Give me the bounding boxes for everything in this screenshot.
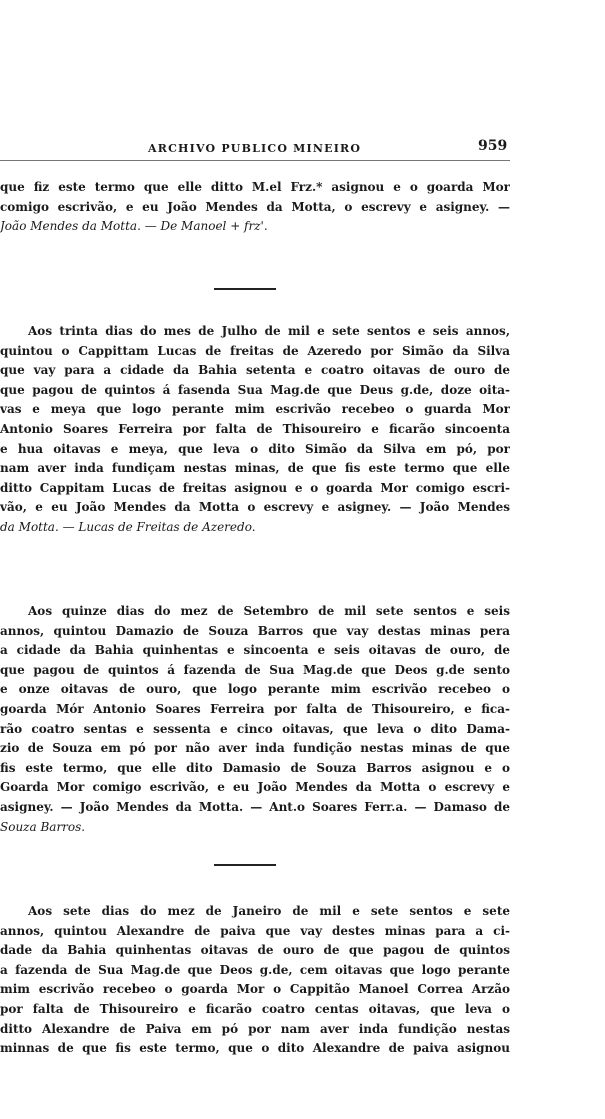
paragraph-4 [0, 902, 510, 1059]
text-line: Aos sete dias do mez de Janeiro de mil e sete sentos e sete [28, 904, 510, 918]
text-line: vas e meya que logo perante mim escrivão recebeo o guarda Mor [0, 402, 510, 417]
header-title: ARCHIVO PUBLICO MINEIRO [148, 142, 362, 155]
text-line: nam aver inda fundiçam nestas minas, de que fis este termo que elle [0, 461, 510, 476]
signature-line: da Motta. — Lucas de Freitas de Azeredo. [0, 519, 256, 534]
text-line: por falta de Thisoureiro e ficarão coatro centas oitavas, que leva o [0, 1001, 510, 1016]
text-line: a fazenda de Sua Mag.de que Deos g.de, cem oitavas que logo perante [0, 962, 510, 977]
text-line: ditto Alexandre de Paiva em pó por nam aver inda fundição nestas [0, 1021, 510, 1036]
text-line: ditto Cappitam Lucas de freitas asignou e o goarda Mor comigo escri- [0, 480, 510, 495]
text-line: a cidade da Bahia quinhentas e sincoenta e seis oitavas de ouro, de [0, 643, 510, 658]
paragraph-2 [0, 322, 510, 538]
text-line: mim escrivão recebeo o goarda Mor o Cappitão Manoel Correa Arzão [0, 982, 510, 997]
section-divider [214, 864, 276, 866]
text-line: minnas de que fis este termo, que o dito Alexandre de paiva asignou [0, 1041, 510, 1056]
text-line: Goarda Mor comigo escrivão, e eu João Mendes da Motta o escrevy e [0, 780, 510, 795]
text-line: fis este termo, que elle dito Damasio de Souza Barros asignou e o [0, 760, 510, 775]
text-line: annos, quintou Damazio de Souza Barros que vay destas minas pera [0, 623, 510, 638]
text-line: quintou o Cappittam Lucas de freitas de Azeredo por Simão da Silva [0, 343, 510, 358]
text-line: comigo escrivão, e eu João Mendes da Motta, o escrevy e asigney. — [0, 199, 510, 214]
text-line: dade da Bahia quinhentas oitavas de ouro de que pagou de quintos [0, 943, 510, 958]
signature-line: Souza Barros. [0, 819, 86, 834]
text-line: que vay para a cidade da Bahia setenta e coatro oitavas de ouro de [0, 363, 510, 378]
signature-line: João Mendes da Motta. — De Manoel + frz'. [0, 219, 268, 234]
paragraph-1 [0, 178, 510, 237]
text-line: asigney. — João Mendes da Motta. — Ant.o Soares Ferr.a. — Damaso de [0, 799, 510, 814]
text-line: Aos quinze dias do mez de Setembro de mil sete sentos e seis [28, 604, 510, 618]
text-line: rão coatro sentas e sessenta e cinco oitavas, que leva o dito Dama- [0, 721, 510, 736]
text-line: Aos trinta dias do mes de Julho de mil e sete sentos e seis annos, [28, 324, 510, 338]
page-number: 959 [478, 138, 508, 154]
text-line: vão, e eu João Mendes da Motta o escrevy e asigney. — João Mendes [0, 500, 510, 515]
text-line: que fiz este termo que elle ditto M.el Frz.* asignou e o goarda Mor [0, 180, 510, 194]
paragraph-3 [0, 602, 510, 837]
text-line: que pagou de quintos á fasenda Sua Mag.de que Deus g.de, doze oita- [0, 382, 510, 397]
text-line: annos, quintou Alexandre de paiva que vay destes minas para a ci- [0, 923, 510, 938]
text-line: que pagou de quintos á fazenda de Sua Mag.de que Deos g.de sento [0, 662, 510, 677]
header-rule [0, 160, 510, 161]
text-line: zio de Souza em pó por não aver inda fundição nestas minas de que [0, 741, 510, 756]
text-line: e hua oitavas e meya, que leva o dito Simão da Silva em pó, por [0, 441, 510, 456]
text-line: Antonio Soares Ferreira por falta de Thisoureiro e ficarão sincoenta [0, 421, 510, 436]
section-divider [214, 288, 276, 290]
text-line: goarda Mór Antonio Soares Ferreira por falta de Thisoureiro, e fica- [0, 701, 510, 716]
text-line: e onze oitavas de ouro, que logo perante mim escrivão recebeo o [0, 682, 510, 697]
